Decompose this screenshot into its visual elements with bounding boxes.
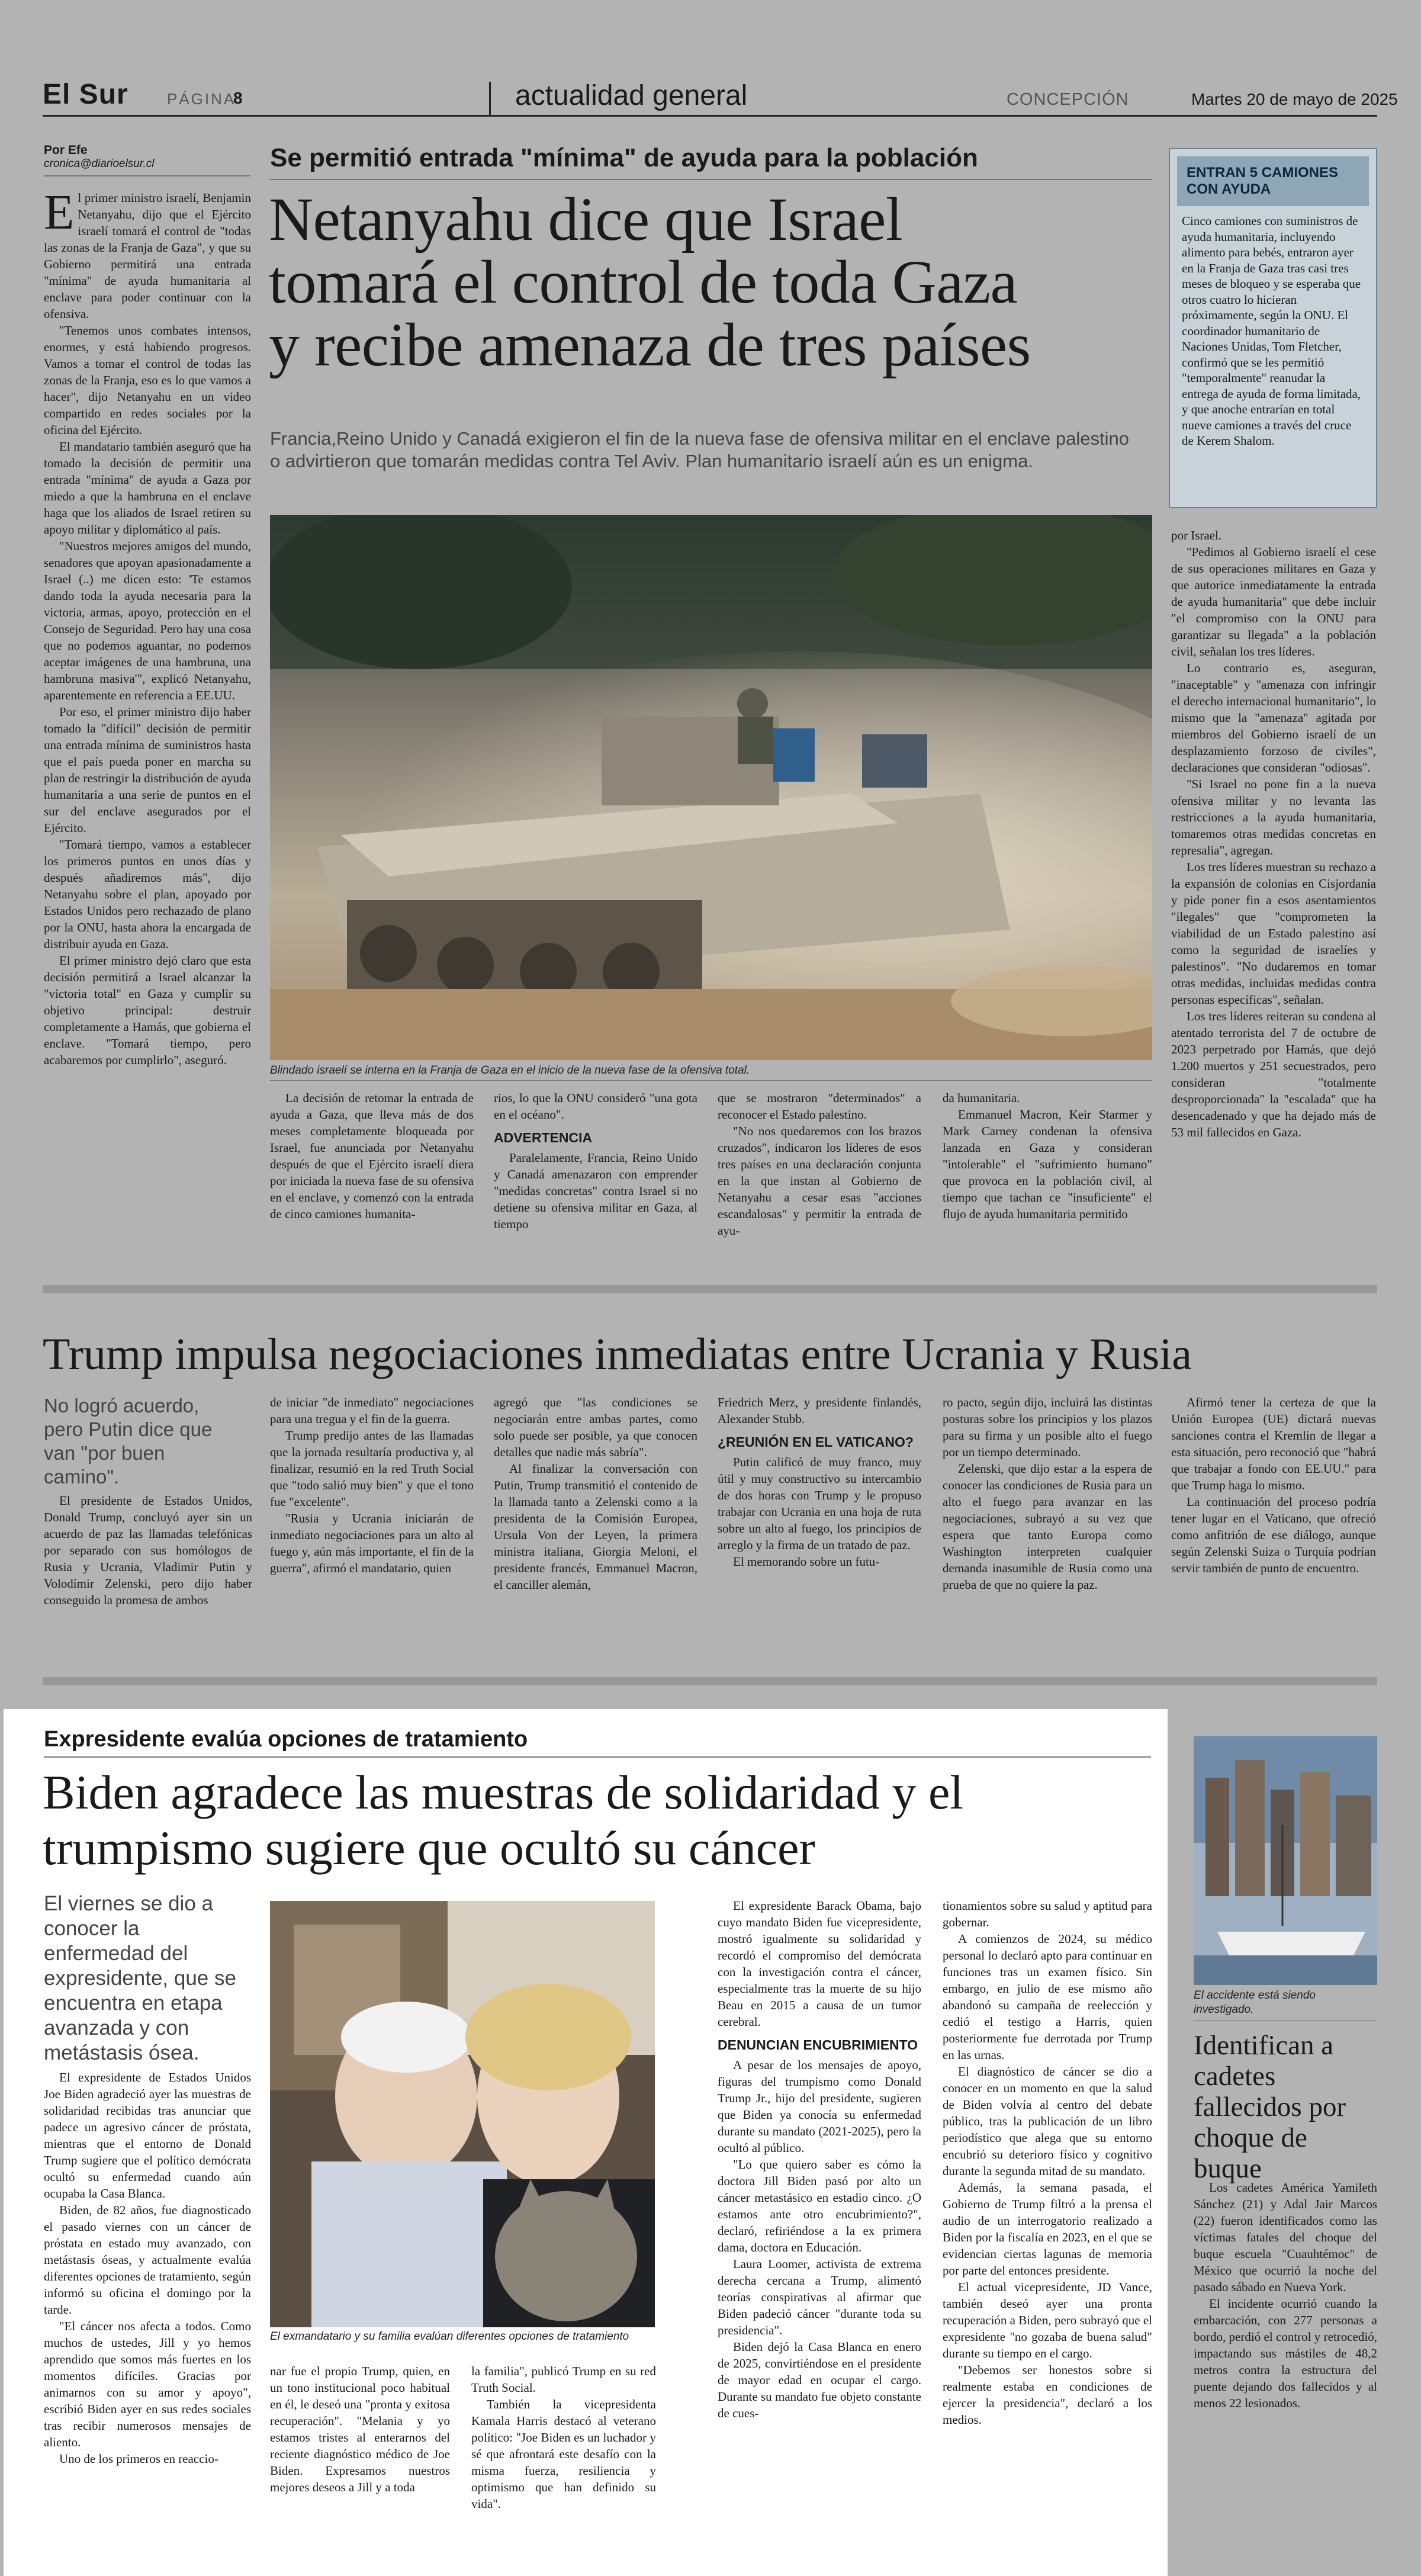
masthead-paper: El Sur xyxy=(43,79,128,110)
page-number: 8 xyxy=(233,89,243,107)
ship-photo-caption: El accidente está siendo investigado. xyxy=(1194,1989,1316,2016)
headline-line-2: tomará el control de toda Gaza xyxy=(269,248,1018,316)
story3-headline-line-1: Biden agradece las muestras de solidaridad y el xyxy=(43,1765,964,1819)
header-divider xyxy=(489,82,491,116)
story1-kicker: Se permitió entrada "mínima" de ayuda para la población xyxy=(270,143,978,172)
story3-kicker-rule xyxy=(44,1756,1151,1758)
story3-col5: tionamientos sobre su salud y aptitud para gobernar. A comienzos de 2024, su médico personal lo declaró apto para continuar en funciones tras un examen físico. Sin embargo, en julio de ese mismo año abandonó su campaña de reelección y cedió el testigo a Harris, quien posteriormente fue derrotada por Trump en las urnas. El diagnóstico de cáncer se dio a conocer en un momento en que la salud de Biden volvía al centro del debate público, tras la publicación de un libro periodístico que alega que su entorno encubrió su deterioro físico y cognitivo durante la segunda mitad de su mandato. Además, la semana pasada, el Gobierno de Trump filtró a la prensa el audio de un interrogatorio realizado a Biden por la fiscalía en 2023, en el que se evidencian ciertas lagunas de memoria por parte del entonces presidente. El actual vicepresidente, JD Vance, también deseó ayer una pronta recuperación a Biden, pero subrayó que el expresidente "no gozaba de buena salud" durante su tiempo en el cargo. "Debemos ser honestos sobre si realmente estaba en condiciones de ejercer la presidencia", declaró a los medios. xyxy=(943,1899,1152,2427)
story1-headline xyxy=(269,185,1157,379)
story2-col4: Friedrich Merz, y presidente finlandés, Alexander Stubb. ¿REUNIÓN EN EL VATICANO? Putin calificó de muy franco, muy útil y muy constructivo su intercambio de dos horas con Trump y le propuso trabajar con Ucrania en una hoja de ruta sobre un alto al fuego, los principios de arreglo y la firma de un tratado de paz. El memorando sobre un futu- xyxy=(718,1395,921,1569)
story4-body: Los cadetes América Yamileth Sánchez (21) y Adal Jair Marcos (22) fueron identificados como las víctimas fatales del choque del buque escuela "Cuauhtémoc" de México que ocurrió la noche del pasado sábado en Nueva York. El incidente ocurrió cuando la embarcación, con 277 personas a bordo, perdió el control y retrocedió, impactando sus mástiles de 48,2 metros contra la estructura del puente dejando dos fallecidos y al menos 22 lesionados. xyxy=(1194,2180,1377,2410)
story1-col3: rios, lo que la ONU consideró "una gota en el océano". ADVERTENCIA Paralelamente, Francia, Reino Unido y Canadá amenazaron con emprender "medidas concretas" contra Israel si no detiene su ofensiva militar en Gaza, al tiempo xyxy=(494,1091,697,1231)
story2-col3: agregó que "las condiciones se negociarán entre ambas partes, como solo puede ser posible, ya que conocen detalles que nadie más sabría". Al finalizar la conversación con Putin, Trump transmitió el contenido de la llamada tanto a Zelenski como a la presidenta de la Comisión Europea, Ursula Von der Leyen, la primera ministra italiana, Giorgia Meloni, el presidente francés, Emmanuel Macron, el canciller alemán, xyxy=(494,1395,697,1592)
story1-col4: que se mostraron "determinados" a reconocer el Estado palestino. "No nos quedaremos con los brazos cruzados", indicaron los líderes de esos tres países en una declaración conjunta en la que instan al Gobierno de Netanyahu a cesar esas "acciones escandalosas" y permitir la entrada de ayu- xyxy=(718,1091,921,1238)
page-label: PÁGINA xyxy=(167,90,236,108)
sidebar-text: Cinco camiones con suministros de ayuda humanitaria, incluyendo alimento para bebés, entraron ayer en la Franja de Gaza tras casi tres meses de bloqueo y se esperaba que otros cuatro lo hicieran próximamente, según la ONU. El coordinador humanitario de Naciones Unidas, Tom Fletcher, confirmó que se les permitió "temporalmente" reanudar la entrega de ayuda de forma limitada, y que anoche entrarían en total nueve camiones a través del cruce de Kerem Shalom. xyxy=(1182,214,1361,448)
byline-email: cronica@diarioelsur.cl xyxy=(44,158,155,170)
date-label: Martes 20 de mayo de 2025 xyxy=(1191,90,1398,108)
biden-photo xyxy=(270,1901,655,2327)
subhead-vaticano: ¿REUNIÓN EN EL VATICANO? xyxy=(718,1434,914,1450)
story1-col1: El primer ministro israelí, Benjamin Netanyahu, dijo que el Ejército israelí tomará el control de "todas las zonas de la Franja de Gaza", y que su Gobierno permitirá una entrada "mínima" de ayuda humanitaria al enclave para poder continuar con la ofensiva. "Tenemos unos combates intensos, enormes, y está habiendo progresos. Vamos a tomar el control de todas las zonas de la Franja, eso es lo que vamos a hacer", dijo Netanyahu en un video compartido en redes sociales por la oficina del Ejército. El mandatario también aseguró que ha tomado la decisión de permitir una entrada "mínima" de ayuda a Gaza por miedo a que la hambruna en el enclave haga que los aliados de Israel retiren su apoyo militar y diplomático al país. "Nuestros mejores amigos del mundo, senadores que apoyan apasionadamente a Israel (..) me dicen esto: 'Te estamos dando toda la ayuda necesaria para la victoria, armas, apoyo, protección en el Consejo de Seguridad. Pero hay una cosa que no podemos aguantar, no podemos aceptar imágenes de una hambruna, una hambruna masiva'", explicó Netanyahu, aparentemente en referencia a EE.UU. Por eso, el primer ministro dijo haber tomado la "difícil" decisión de permitir una entrada mínima de suministros hasta que el país pueda poner en marcha su plan de restringir la distribución de ayuda humanitaria a una serie de puntos en el sur del enclave asegurados por el Ejército. "Tomará tiempo, vamos a establecer los primeros puntos en unos días y después añadiremos más", dijo Netanyahu sobre el plan, apoyado por Estados Unidos pero rechazado de plano por la ONU, hasta ahora la encargada de distribuir ayuda en Gaza. El primer ministro dejó claro que esta decisión permitirá a Israel alcanzar la "victoria total" en Gaza y cumplir su objetivo principal: destruir completamente a Hamás, que gobierna el enclave. "Tomará tiempo, pero acabaremos por cumplirlo", aseguró. xyxy=(44,189,251,1067)
story2-col1: El presidente de Estados Unidos, Donald Trump, concluyó ayer sin un acuerdo de paz las llamadas telefónicas por separado con sus homólogos de Rusia y Ucrania, Vladimir Putin y Volodímir Zelenski, pero dijo haber conseguido la promesa de ambos xyxy=(44,1493,252,1607)
story1-col6: por Israel. "Pedimos al Gobierno israelí el cese de sus operaciones militares en Gaza y que autorice inmediatamente la entrada de ayuda humanitaria" que debe incluir "el compromiso con la ONU para garantizar su llegada" a la población civil, señalan los tres líderes. Lo contrario es, aseguran, "inaceptable" y "amenaza con infringir el derecho internacional humanitario", lo mismo que la "amenaza" agitada por miembros del Gobierno israelí de un desplazamiento forzoso de civiles", declaraciones que consideran "odiosas". "Si Israel no pone fin a la nueva ofensiva militar y no levanta las restricciones a la ayuda humanitaria, tomaremos otras medidas concretas en represalia", agregan. Los tres líderes muestran su rechazo a la expansión de colonias en Cisjordania y pide poner fin a esos asentamientos "ilegales" que "comprometen la viabilidad de un Estado palestino así como la seguridad de israelíes y palestinos". "No dudaremos en tomar otras medidas, incluidas medidas contra personas específicas", señalan. Los tres líderes reiteran su condena al atentado terrorista del 7 de octubre de 2023 perpetrado por Hamás, que dejó 1.200 muertos y 251 secuestrados, pero consideran "totalmente desproporcionada" la "escalada" que ha desencadenado y que ha dejado más de 53 mil fallecidos en Gaza. xyxy=(1171,528,1376,1139)
story3-headline-line-2: trumpismo sugiere que ocultó su cáncer xyxy=(43,1821,815,1875)
story2-headline: Trump impulsa negociaciones inmediatas entre Ucrania y Rusia xyxy=(43,1329,1192,1379)
section-title: actualidad general xyxy=(515,80,748,111)
section-separator-1 xyxy=(43,1285,1377,1293)
story2-col5: ro pacto, según dijo, incluirá las distintas posturas sobre los principios y los plazos para su firma y un posible alto el fuego por un tiempo determinado. Zelenski, que dijo estar a la espera de conocer las condiciones de Rusia para un alto el fuego para avanzar en las negociaciones, subrayó a su vez que espera que tanto Europa como Washington interpreten cualquier demanda inasumible de Rusia como una prueba de que no quiere la paz. xyxy=(943,1395,1152,1592)
story3-col1: El expresidente de Estados Unidos Joe Biden agradeció ayer las muestras de solidaridad recibidas tras anunciar que padece un agresivo cáncer de próstata, mientras que el entorno de Donald Trump sugiere que el político demócrata ocultó su enfermedad cuando aún ocupaba la Casa Blanca. Biden, de 82 años, fue diagnosticado el pasado viernes con un cáncer de próstata en estado muy avanzado, con metástasis óseas, y actualmente evalúa diferentes opciones de tratamiento, según informó su oficina el domingo por la tarde. "El cáncer nos afecta a todos. Como muchos de ustedes, Jill y yo hemos aprendido que somos más fuertes en los momentos difíciles. Gracias por animarnos con su amor y apoyo", escribió Biden ayer en sus redes sociales tras recibir numerosos mensajes de aliento. Uno de los primeros en reaccio- xyxy=(44,2070,251,2466)
story2-col6: Afirmó tener la certeza de que la Unión Europea (UE) dictará nuevas sanciones contra el Kremlin de llegar a esta situación, pero reconoció que "habrá que trabajar a fondo con EE.UU." para que Trump haga lo mismo. La continuación del proceso podría tener lugar en el Vaticano, que ofreció como anfitrión de ese diálogo, aunque según Zelenski Suiza o Turquía podrían servir también de punto de encuentro. xyxy=(1171,1395,1376,1575)
byline-rule xyxy=(44,175,250,176)
story3-headline xyxy=(43,1765,1156,1876)
story1-col5: da humanitaria. Emmanuel Macron, Keir Starmer y Mark Carney condenan la ofensiva lanzada en Gaza y consideran "intolerable" el "sufrimiento humano" que provoca en la población civil, al tiempo que tachan ce "insuficiente" el flujo de ayuda humanitaria permitido xyxy=(943,1091,1152,1221)
tank-photo xyxy=(270,515,1152,1060)
story3-col4: El expresidente Barack Obama, bajo cuyo mandato Biden fue vicepresidente, mostró igualmente su solidaridad y recordó el compromiso del demócrata con la investigación contra el cáncer, especialmente tras la muerte de su hijo Beau en 2015 a causa de un tumor cerebral. DENUNCIAN ENCUBRIMIENTO A pesar de los mensajes de apoyo, figuras del trumpismo como Donald Trump Jr., hijo del presidente, sugieren que Biden ya conocía su enfermedad durante su mandato (2021-2025), pero la ocultó al público. "Lo que quiero saber es cómo la doctora Jill Biden pasó por alto un cáncer metastásico en estadio cinco. ¿O estamos ante otro encubrimiento?", declaró, refiriéndose a la ex primera dama, doctora en Educación. Laura Loomer, activista de extrema derecha cercana a Trump, alimentó teorías conspirativas al afirmar que Biden padeció cáncer "durante toda su presidencia". Biden dejó la Casa Blanca en enero de 2025, convirtiéndose en el presidente de mayor edad en ocupar el cargo. Durante su mandato fue objeto constante de cues- xyxy=(718,1899,921,2420)
subhead-advertencia: ADVERTENCIA xyxy=(494,1130,593,1145)
headline-line-1: Netanyahu dice que Israel xyxy=(269,185,903,253)
story4-headline: Identifican a cadetes fallecidos por choque de buque xyxy=(1194,2030,1346,2184)
story3-dek: El viernes se dio a conocer la enfermedad del expresidente, que se encuentra en etapa avanzada y con metástasis ósea. xyxy=(44,1892,236,2064)
section-separator-2 xyxy=(43,1677,1377,1685)
biden-image xyxy=(270,1901,655,2327)
story3-kicker: Expresidente evalúa opciones de tratamiento xyxy=(44,1727,528,1752)
city-label: CONCEPCIÓN xyxy=(1007,90,1129,109)
byline-author: Por Efe xyxy=(44,143,88,157)
kicker-rule xyxy=(270,179,1152,180)
aid-sidebar xyxy=(1169,148,1377,508)
story2-dek: No logró acuerdo, pero Putin dice que van "por buen camino". xyxy=(44,1395,213,1488)
story1-col2: La decisión de retomar la entrada de ayuda a Gaza, que lleva más de dos meses completamente bloqueada por Israel, fue anunciada por Netanyahu después de que el Ejército israelí diera por iniciada la nueva fase de su ofensiva en el enclave, y comenzó con la entrada de cinco camiones humanita- xyxy=(270,1091,474,1221)
story1-dek: Francia,Reino Unido y Canadá exigieron el fin de la nueva fase de ofensiva militar en el enclave palestino o advirtieron que tomarán medidas contra Tel Aviv. Plan humanitario israelí aún es un enigma. xyxy=(270,428,1129,471)
biden-photo-caption: El exmandatario y su familia evalúan diferentes opciones de tratamiento xyxy=(270,2330,629,2343)
story3-col2: nar fue el propio Trump, quien, en un tono institucional poco habitual en él, le deseó una "pronta y exitosa recuperación". "Melania y yo estamos tristes al enterarnos del reciente diagnóstico médico de Joe Biden. Expresamos nuestros mejores deseos a Jill y a toda xyxy=(270,2364,450,2494)
story2-col2: de iniciar "de inmediato" negociaciones para una tregua y el fin de la guerra. Trump predijo antes de las llamadas que la jornada resultaría productiva y, al finalizar, resumió en la red Truth Social que "todo salió muy bien" y que el tono fue "excelente". "Rusia y Ucrania iniciarán de inmediato negociaciones para un alto al fuego y, aún más importante, el fin de la guerra", afirmó el mandatario, quien xyxy=(270,1395,474,1575)
subhead-encubrimiento: DENUNCIAN ENCUBRIMIENTO xyxy=(718,2037,918,2053)
ship-image xyxy=(1194,1736,1377,1985)
story3-col3: la familia", publicó Trump en su red Truth Social. También la vicepresidenta Kamala Harris destacó al veterano político: "Joe Biden es un luchador y sé que afrontará este desafío con la misma fuerza, resiliencia y optimismo que han definido su vida". xyxy=(471,2364,656,2511)
headline-line-3: y recibe amenaza de tres países xyxy=(269,311,1031,379)
dropcap: E xyxy=(44,189,75,240)
caption-rule xyxy=(270,1080,1152,1081)
ship-photo xyxy=(1194,1736,1377,1985)
header-rule xyxy=(43,115,1377,117)
tank-image xyxy=(270,515,1152,1060)
sidebar-title: ENTRAN 5 CAMIONES CON AYUDA xyxy=(1177,156,1369,206)
tank-photo-caption: Blindado israelí se interna en la Franja de Gaza en el inicio de la nueva fase de la ofensiva total. xyxy=(270,1064,750,1077)
